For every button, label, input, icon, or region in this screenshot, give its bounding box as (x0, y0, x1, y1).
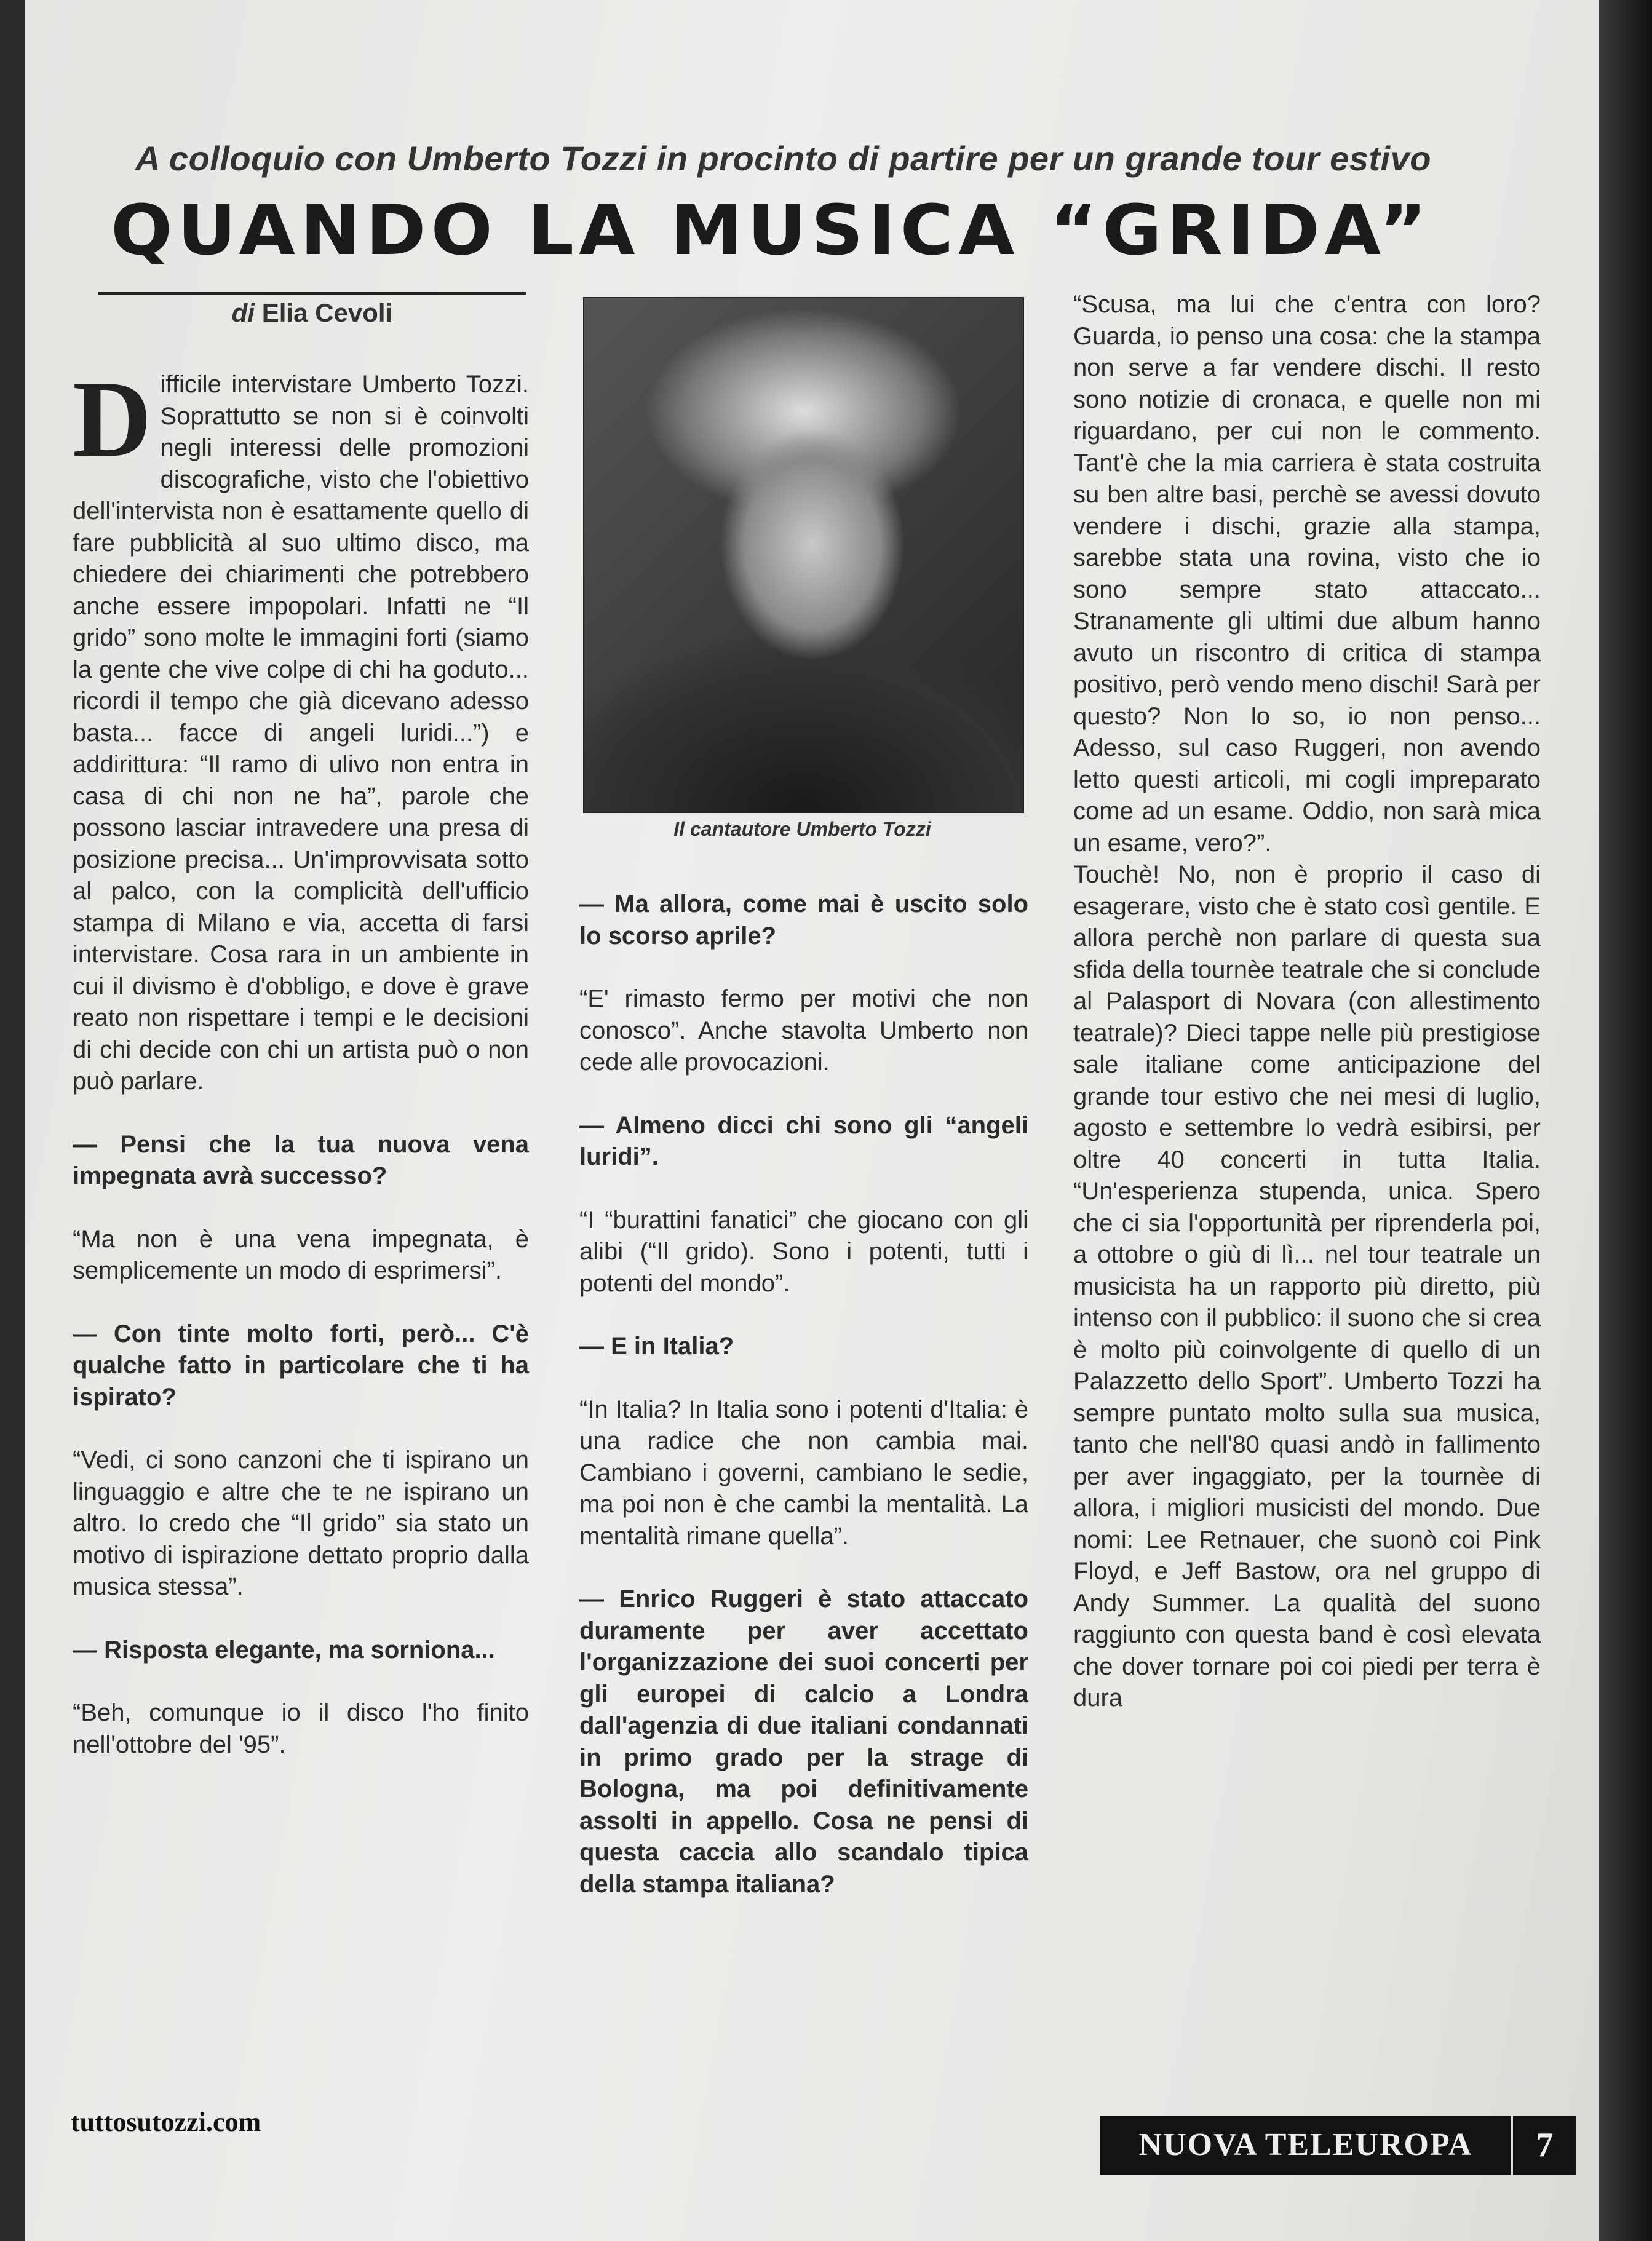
answer: “E' rimasto fermo per motivi che non conosco”. Anche stavolta Umberto non cede alle provocazioni. (579, 985, 1028, 1076)
question: — Enrico Ruggeri è stato attaccato duramente per aver accettato l'organizzazione dei suoi concerti per gli europei di calcio a Londra dall'agenzia di due italiani condannati in primo grado per la strage di Bologna, ma poi definitivamente assolti in appello. Cosa ne pensi di questa caccia allo scandalo tipica della stampa italiana? (579, 1585, 1028, 1898)
answer-paragraph: “Scusa, ma lui che c'entra con loro? Guarda, io penso una cosa: che la stampa non serve a far vendere dischi. Il resto sono notizie di cronaca, e quelle non mi riguardano, per cui non le commento. Tant'è che la mia carriera è stata costruita su ben altre basi, perchè se avessi dovuto vendere i dischi, grazie alla stampa, sarebbe stata una rovina, visto che io sono sempre stato attaccato... Stranamente gli ultimi due album hanno avuto un riscontro di critica di stampa positivo, però vendo meno dischi! Sarà per questo? Non lo so, io non penso... Adesso, sul caso Ruggeri, non avendo letto questi articoli, mi cogli impreparato come ad un esame. Oddio, non sarà mica un esame, vero?”. (1073, 291, 1541, 857)
answer: “In Italia? In Italia sono i potenti d'Italia: è una radice che non cambia mai. Cambiano i governi, cambiano le sedie, ma poi non è che cambi la mentalità. La mentalità rimane quella”. (579, 1395, 1028, 1550)
headline: QUANDO LA MUSICA “GRIDA” (111, 189, 1432, 271)
page-number: 7 (1513, 2116, 1576, 2175)
column-1 (73, 358, 529, 1792)
answer: “Beh, comunque io il disco l'ho finito nell'ottobre del '95”. (73, 1699, 529, 1758)
website-watermark: tuttosutozzi.com (71, 2107, 261, 2137)
question: — Pensi che la tua nuova vena impegnata avrà successo? (73, 1130, 529, 1189)
question: — Ma allora, come mai è uscito solo lo scorso aprile? (579, 890, 1028, 950)
question: — Almeno dicci chi sono gli “angeli luridi”. (579, 1111, 1028, 1170)
body-paragraph: Touchè! No, non è proprio il caso di esagerare, visto che è stato così gentile. E allora perchè non parlare di questa sua sfida della tournèe teatrale che si conclude al Palasport di Novara (con allestimento teatrale)? Dieci tappe nelle più prestigiose sale italiane come anticipazione del grande tour estivo che nei mesi di luglio, agosto e settembre lo vedrà esibirsi, per oltre 40 concerti in tutta Italia. “Un'esperienza stupenda, unica. Spero che ci sia l'opportunità per riprenderla poi, a ottobre o giù di lì... nel tour teatrale un musicista ha un rapporto più diretto, più intenso con il pubblico: il suono che si crea è molto più coinvolgente di quello di un Palazzetto dello Sport”. Umberto Tozzi ha sempre puntato molto sulla sua musica, tanto che nell'80 quasi andò in fallimento per aver ingaggiato, per la tournèe di allora, i migliori musicisti del mondo. Due nomi: Lee Retnauer, che suonò coi Pink Floyd, e Jeff Bastow, ora nel gruppo di Andy Summer. La qualità del suono raggiunto con questa band è così elevata che dover tornare poi coi piedi per terra è dura (1073, 861, 1541, 1711)
column-3 (1073, 289, 1541, 1746)
answer: “I “burattini fanatici” che giocano con gli alibi (“Il grido). Sono i potenti, tutti i potenti del mondo”. (579, 1206, 1028, 1297)
question: — Con tinte molto forti, però... C'è qualche fatto in particolare che ti ha ispirato? (73, 1320, 529, 1411)
byline-author: Elia Cevoli (261, 298, 393, 327)
publication-name: NUOVA TELEUROPA (1100, 2116, 1511, 2175)
portrait-photo (583, 297, 1024, 813)
photo-caption: Il cantautore Umberto Tozzi (673, 818, 931, 840)
background-edge (1599, 0, 1652, 2241)
byline-prefix: di (231, 298, 255, 327)
byline-rule (98, 292, 526, 295)
drop-cap: D (73, 358, 152, 480)
answer: “Ma non è una vena impegnata, è semplicemente un modo di esprimersi”. (73, 1225, 529, 1284)
question: — Risposta elegante, ma sorniona... (73, 1636, 495, 1664)
kicker: A colloquio con Umberto Tozzi in procinto di partire per un grande tour estivo (135, 139, 1431, 178)
column-2 (579, 889, 1028, 1932)
intro-paragraph: ifficile intervistare Umberto Tozzi. Soprattutto se non si è coinvolti negli interessi delle promozioni discografiche, visto che l'obiettivo dell'intervista non è esattamente quello di fare pubblicità al suo ultimo disco, ma chiedere dei chiarimenti che potrebbero anche essere impopolari. Infatti ne “Il grido” sono molte le immagini forti (siamo la gente che vive colpe di chi ha goduto... ricordi il tempo che già dicevano adesso basta... facce di angeli luridi...”) e addirittura: “Il ramo di ulivo non entra in casa di chi non ne ha”, parole che possono lasciar intravedere una presa di posizione precisa... Un'improvvisata sotto al palco, con la complicità dell'ufficio stampa di Milano e via, accetta di farsi intervistare. Cosa rara in un ambiente in cui il divismo è d'obbligo, e dove è grave reato non rispettare i tempi e le decisioni di chi decide con chi un artista può o non può parlare. (73, 371, 529, 1095)
question: — E in Italia? (579, 1333, 734, 1360)
byline (98, 298, 526, 328)
answer: “Vedi, ci sono canzoni che ti ispirano un linguaggio e altre che te ne ispirano un altro. Io credo che “Il grido” sia stato un motivo di ispirazione dettato proprio dalla musica stessa”. (73, 1446, 529, 1600)
